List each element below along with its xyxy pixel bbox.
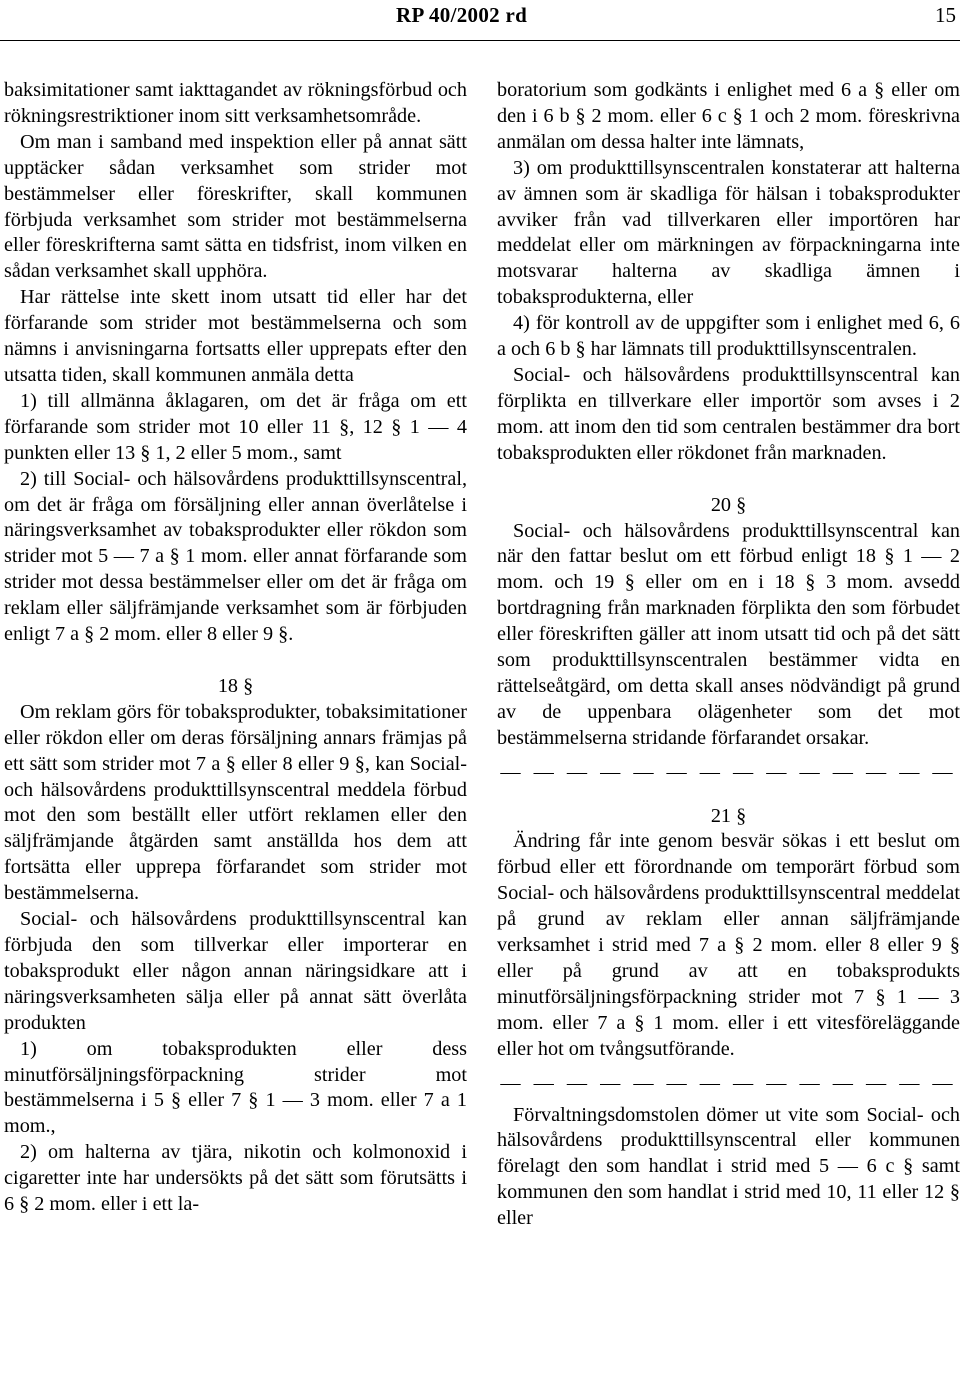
page-number: 15 [935,3,956,27]
paragraph: Har rättelse inte skett inom utsatt tid eller har det förfarande som strider mot bestämmelserna och som nämns i anvisningarna fortsatts eller upprepats efter den utsatta tiden, skall kommunen anmäla detta [4,286,467,386]
left-column [4,78,467,1396]
paragraph: baksimitationer samt iakttagandet av rökningsförbud och rökningsrestriktioner inom sitt verksamhetsområde. [4,79,467,127]
section-heading: 18 § [217,674,254,697]
list-item: 2) till Social- och hälsovårdens produkttillsynscentral, om det är fråga om försäljning eller annan överlåtelse i näringsverksamhet av tobaksprodukter eller rökdon som strider mot 5 — 7 a § 1 mom. eller annat förfarande som strider mot dessa bestämmelser eller om det är fråga om reklam eller säljfrämjande verksamhet som är förbjuden enligt 7 a § 2 mom. eller 8 eller 9 §. [4,467,467,646]
list-item: 1) till allmänna åklagaren, om det är fråga om ett förfarande som strider mot 10 eller 11 §, 12 § 1 — 4 punkten eller 13 § 1, 2 eller 5 mom., samt [4,389,467,464]
paragraph: Om reklam görs för tobaksprodukter, tobaksimitationer eller rökdon eller om deras försäljning annars främjas på ett sätt som strider mot 7 a § eller 8 eller 9 §, kan Social- och hälsovårdens produkttillsynscentral meddela förbud mot den som beställt eller utfört reklamen eller den säljfrämjande åtgärden samt anställda hos dem att fortsätta eller upprepa förfarandet som strider mot bestämmelserna. [4,700,467,905]
paragraph: Social- och hälsovårdens produkttillsynscentral kan förbjuda den som tillverkar eller importerar en tobaksprodukt eller någon annan näringsidkare att i näringsverksamheten sälja eller på annat sätt överlåta produkten [4,908,467,1034]
document-id: RP 40/2002 rd [396,3,528,27]
list-item: 2) om halterna av tjära, nikotin och kolmonoxid i cigaretter inte har undersökts på det sätt som förutsätts i 6 § 2 mom. eller i ett la- [4,1141,467,1216]
page-header [0,0,960,41]
list-item: 4) för kontroll av de uppgifter som i enlighet med 6, 6 a och 6 b § har lämnats till produkttillsynscentralen. [497,312,960,361]
right-column [497,78,960,1396]
paragraph: Ändring får inte genom besvär sökas i ett beslut om förbud eller ett förordnande om temporärt förbud som Social- och hälsovårdens produkttillsynscentral meddelat på grund av reklam eller annan säljfrämjande verksamhet i strid med 7 a § 2 mom. eller 8 eller 9 § eller på grund av att en tobaksprodukts minutförsäljningsförpackning strider mot 7 § 1 — 3 mom. eller 7 a § 1 mom. eller i ett vitesföreläggande eller hot om tvångsutförande. [497,830,960,1060]
section-heading: 20 § [710,493,747,516]
section-heading: 21 § [710,804,747,827]
omission-rule: — — — — — — — — — — — — — — [500,760,957,783]
paragraph: Om man i samband med inspektion eller på annat sätt upptäcker sådan verksamhet som strider mot bestämmelser eller föreskrifter, skall kommunen förbjuda verksamhet som strider mot bestämmelserna eller föreskrifterna samt sätta en tidsfrist, inom vilken en sådan verksamhet skall upphöra. [4,130,467,283]
omission-rule: — — — — — — — — — — — — — — [500,1071,957,1094]
list-item: 3) om produkttillsynscentralen konstaterar att halterna av ämnen som är skadliga för hälsan i tobaksprodukter avviker från vad tillverkaren eller importören har meddelat eller om märkningen av förpackningarna inte motsvarar halterna av skadliga ämnen i tobaksprodukterna, eller [497,156,960,309]
paragraph: boratorium som godkänts i enlighet med 6 a § eller om den i 6 b § 2 mom. eller 6 c § 1 och 2 mom. föreskrivna anmälan om dessa halter inte lämnats, [497,79,960,153]
paragraph: Förvaltningsdomstolen dömer ut vite som Social- och hälsovårdens produkttillsynscentral eller kommunen förelagt den som handlat i strid med 5 — 6 c § samt kommunen den som handlat i strid med 10, 11 eller 12 § eller [497,1103,960,1230]
paragraph: Social- och hälsovårdens produkttillsynscentral kan förplikta en tillverkare eller importör som avses i 2 mom. att inom den tid som centralen bestämmer dra bort tobaksprodukten eller rökdonet från marknaden. [497,363,960,464]
paragraph: Social- och hälsovårdens produkttillsynscentral kan när den fattar beslut om ett förbud enligt 18 § 1 — 2 mom. och 19 § eller om en i 18 § 3 mom. avsedd bortdragning från marknaden förplikta den som förbudet eller föreskriften gäller att inom utsatt tid och på det sätt som produkttillsynscentralen bestämmer vidta en rättelseåtgärd, om detta skall anses nödvändigt på grund av de uppenbara olägenheter som det mot bestämmelserna stridande förfarandet orsakar. [497,519,960,749]
list-item: 1) om tobaksprodukten eller dess minutförsäljningsförpackning strider mot bestämmelserna i 5 § eller 7 § 1 — 3 mom. eller 7 a 1 mom., [4,1037,467,1138]
